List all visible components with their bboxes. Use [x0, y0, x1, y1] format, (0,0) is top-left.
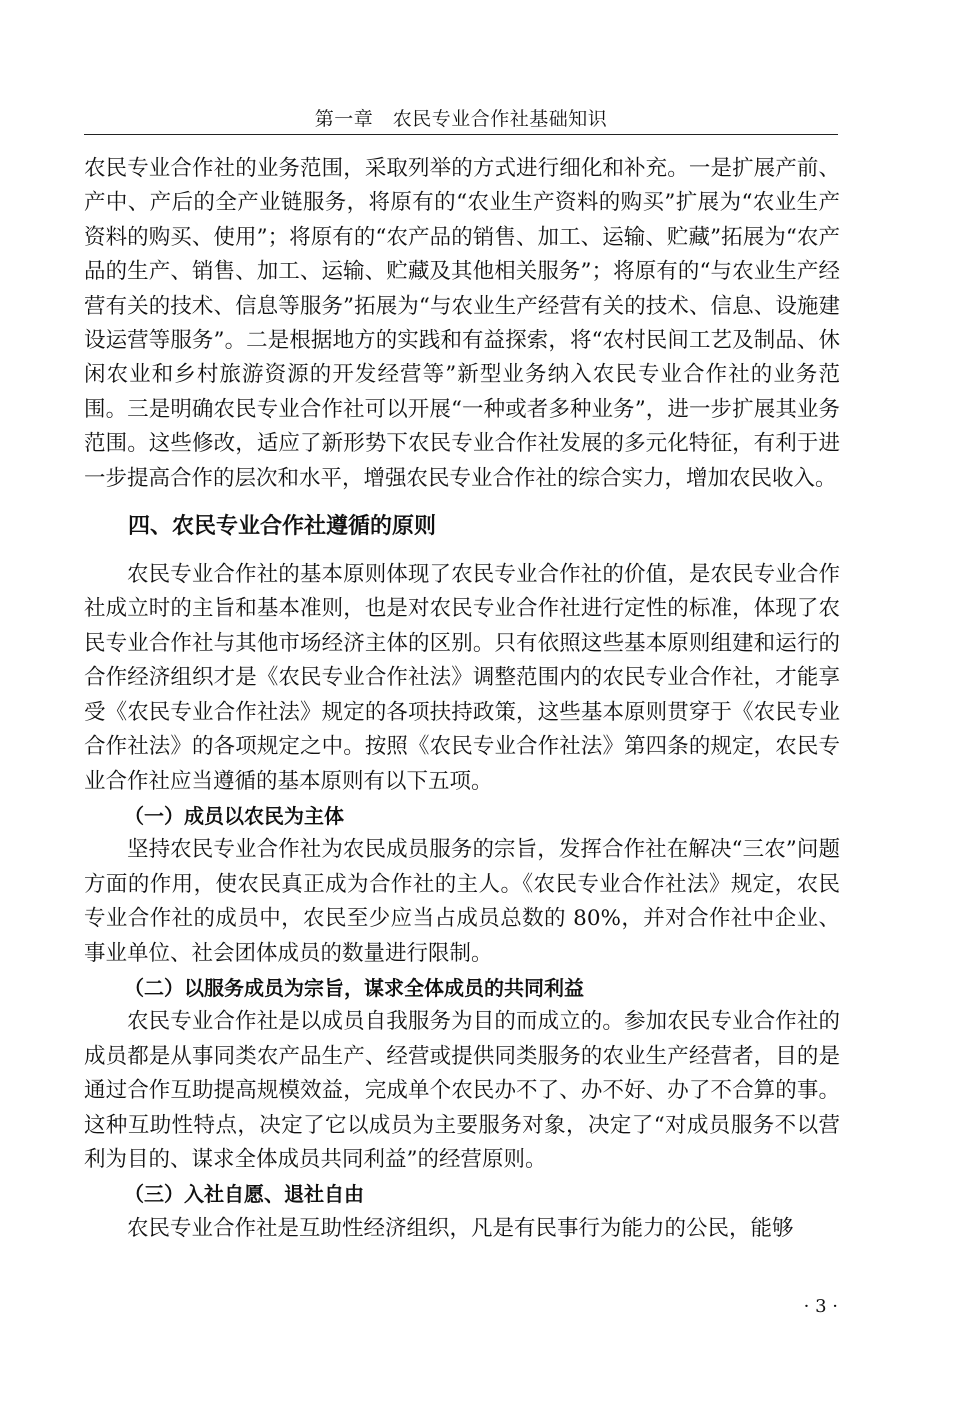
voluntary-membership-paragraph: 农民专业合作社是互助性经济组织，凡是有民事行为能力的公民，能够 [127, 1215, 794, 1241]
chapter-title: 第一章 农民专业合作社基础知识 [314, 108, 608, 130]
page-body [84, 152, 840, 1246]
subheading-voluntary-membership: （三）入社自愿、退社自由 [124, 1182, 364, 1207]
subheading-serve-members: （二）以服务成员为宗旨，谋求全体成员的共同利益 [124, 975, 584, 1000]
principles-paragraph: 农民专业合作社的基本原则体现了农民专业合作社的价值，是农民专业合作社成立时的主旨和基本准则，也是对农民专业合作社进行定性的标准，体现了农民专业合作社与其他市场经济主体的区别。只有依照这些基本原则组建和运行的合作经济组织才是《农民专业合作社法》调整范围内的农民专业合作社，才能享受《农民专业合作社法》规定的各项扶持政策，这些基本原则贯穿于《农民专业合作社法》的各项规定之中。按照《农民专业合作社法》第四条的规定，农民专业合作社应当遵循的基本原则有以下五项。 [84, 562, 840, 794]
members-farmers-paragraph: 坚持农民专业合作社为农民成员服务的宗旨，发挥合作社在解决“三农”问题方面的作用，使农民真正成为合作社的主人。《农民专业合作社法》规定，农民专业合作社的成员中，农民至少应当占成员总数的 80%，并对合作社中企业、事业单位、社会团体成员的数量进行限制。 [84, 837, 840, 966]
subheading-members-farmers: （一）成员以农民为主体 [124, 803, 344, 828]
running-header [84, 100, 838, 135]
intro-paragraph: 农民专业合作社的业务范围，采取列举的方式进行细化和补充。一是扩展产前、产中、产后的全产业链服务，将原有的“农业生产资料的购买”扩展为“农业生产资料的购买、使用”；将原有的“农产品的销售、加工、运输、贮藏”拓展为“农产品的生产、销售、加工、运输、贮藏及其他相关服务”；将原有的“与农业生产经营有关的技术、信息等服务”拓展为“与农业生产经营有关的技术、信息、设施建设运营等服务”。二是根据地方的实践和有益探索，将“农村民间工艺及制品、休闲农业和乡村旅游资源的开发经营等”新型业务纳入农民专业合作社的业务范围。三是明确农民专业合作社可以开展“一种或者多种业务”，进一步扩展其业务范围。这些修改，适应了新形势下农民专业合作社发展的多元化特征，有利于进一步提高合作的层次和水平，增强农民专业合作社的综合实力，增加农民收入。 [84, 156, 840, 491]
page-number: · 3 · [803, 1296, 838, 1317]
serve-members-paragraph: 农民专业合作社是以成员自我服务为目的而成立的。参加农民专业合作社的成员都是从事同类农产品生产、经营或提供同类服务的农业生产经营者，目的是通过合作互助提高规模效益，完成单个农民办不了、办不好、办了不合算的事。这种互助性特点，决定了它以成员为主要服务对象，决定了“对成员服务不以营利为目的、谋求全体成员共同利益”的经营原则。 [84, 1009, 840, 1172]
section-heading-principles: 四、农民专业合作社遵循的原则 [128, 514, 437, 540]
